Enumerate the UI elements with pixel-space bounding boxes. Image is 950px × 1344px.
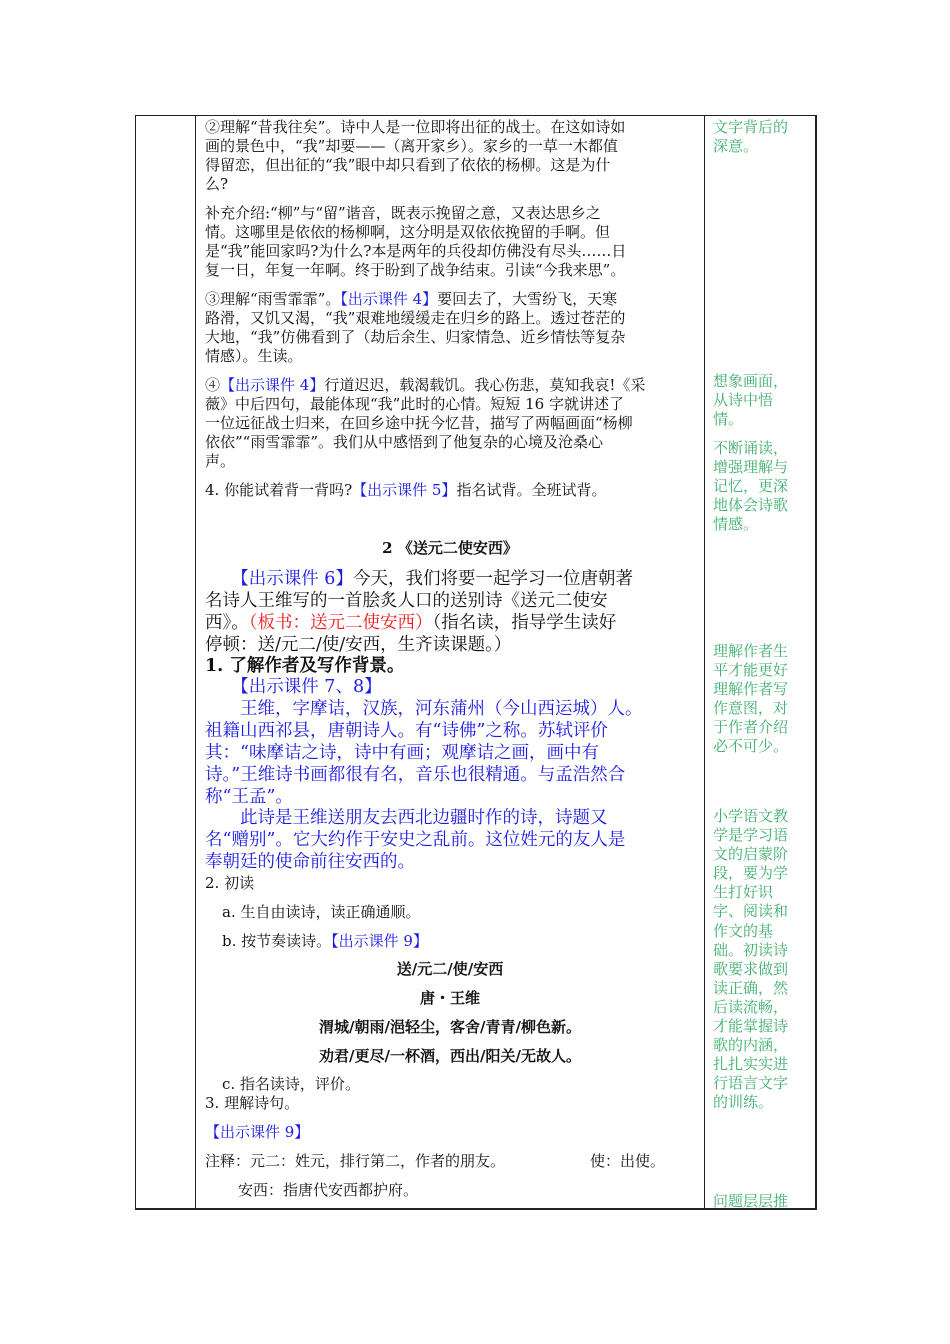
poem-title: 送/元二/使/安西 (396, 960, 504, 978)
text-line: 声。 (205, 452, 236, 470)
courseware-reference: 诗。”王维诗书画都很有名，音乐也很精通。与孟浩然合 (205, 764, 626, 785)
note-deep-meaning (713, 118, 808, 156)
courseware-reference: 【出示课件 9】 (331, 932, 428, 950)
text-line: 文字背后的 (713, 118, 789, 136)
courseware-reference: 王维，字摩诘，汉族，河东蒲州（今山西运城）人。 (205, 698, 643, 719)
text-line (205, 808, 695, 830)
text-line: 从诗中悟 (713, 391, 774, 410)
courseware-reference: 名“赠别”。它大约作于安史之乱前。这位姓元的友人是 (205, 830, 626, 851)
text-line (205, 765, 695, 787)
courseware-reference: 【出示课件 5】 (352, 481, 457, 499)
text-segment: 行道迟迟，载渴载饥。我心伤悲，莫知我哀!《采 (324, 376, 646, 394)
courseware-reference: 【出示课件 7、8】 (205, 677, 382, 697)
table-border-right (815, 115, 817, 1210)
text-segment: 指名试背。全班试背。 (456, 481, 607, 499)
text-line: 学是学习语 (713, 826, 789, 845)
text-segment: 今天，我们将要一起学习一位唐朝著 (352, 569, 633, 589)
annotation-anxi: 安西：指唐代安西都护府。 (238, 1181, 419, 1199)
step1-heading: 1. 了解作者及写作背景。 (205, 656, 405, 676)
text-line (205, 290, 695, 309)
text-segment: 4. 你能试着背一背吗? (205, 481, 353, 499)
text-segment: b. 按节奏读诗。 (222, 932, 332, 950)
text-line: 生打好识 (713, 883, 774, 902)
poem-line-2: 劝君/更尽/一杯酒，西出/阳关/无故人。 (319, 1047, 581, 1065)
text-line: 大地，“我”仿佛看到了（劫后余生、归家情急、近乡情怯等复杂 (205, 328, 626, 346)
note-imagine (713, 372, 808, 429)
step2-a: a. 生自由读诗，读正确通顺。 (222, 903, 421, 921)
text-line: 段，要为学 (713, 864, 789, 883)
text-line: 必不可少。 (713, 737, 789, 756)
text-line (205, 787, 695, 809)
text-line: 后读流畅， (713, 997, 789, 1016)
text-line (205, 699, 695, 721)
text-line: 依依”“雨雪霏霏”。我们从中感悟到了他复杂的心境及沧桑心 (205, 433, 604, 451)
poem-author: 唐・王维 (419, 989, 480, 1007)
text-line (222, 932, 712, 951)
step3-heading: 3. 理解诗句。 (205, 1094, 300, 1112)
text-line: 是“我”能回家吗?为什么?本是两年的兵役却仿佛没有尽头……日 (205, 242, 627, 260)
text-segment: 要回去了，大雪纷飞，天寒 (437, 290, 618, 308)
text-line: 读正确，然 (713, 978, 789, 997)
text-line (205, 481, 695, 500)
text-line: 字、阅读和 (713, 902, 789, 921)
text-line: 问题层层推 (713, 1192, 789, 1210)
column-divider-2 (704, 115, 705, 1210)
text-line: 础。初读诗 (713, 940, 789, 959)
text-line: 小学语文教 (713, 807, 789, 825)
annotation-shi: 使：出使。 (590, 1152, 666, 1170)
text-line: 补充介绍:“柳”与“留”谐音，既表示挽留之意，又表达思乡之 (205, 204, 601, 222)
text-line: 地体会诗歌 (713, 496, 789, 515)
text-line (205, 852, 695, 874)
text-line: ②理解“昔我往矣”。诗中人是一位即将出征的战士。在这如诗如 (205, 118, 626, 136)
text-line (205, 677, 695, 699)
column-divider-1 (195, 115, 196, 1210)
note-first-reading (713, 807, 808, 1113)
text-line (205, 721, 695, 743)
text-segment (205, 569, 240, 589)
text-line: 么? (205, 175, 229, 193)
text-line: 扎扎实实进 (713, 1055, 789, 1074)
section-title: 2 《送元二使安西》 (382, 539, 518, 557)
text-line (205, 376, 695, 395)
text-segment: 西》。 (205, 613, 249, 633)
text-line: 情感。 (713, 515, 759, 534)
courseware-reference: 此诗是王维送朋友去西北边疆时作的诗，诗题又 (205, 808, 608, 829)
paragraph-understand-xiwowangyi (205, 118, 695, 194)
text-line: 情。 (713, 410, 744, 429)
text-line: 深意。 (713, 137, 759, 156)
text-line: 增强理解与 (713, 458, 789, 477)
text-line: 想象画面， (713, 372, 789, 390)
text-line (205, 568, 695, 590)
text-line (205, 830, 695, 852)
text-segment: ③理解“雨雪霏霏”。 (205, 290, 341, 308)
courseware-reference: 【出示课件 6】 (240, 569, 353, 589)
text-line: 理解作者写 (713, 680, 789, 699)
courseware-reference: 祖籍山西祁县，唐朝诗人。有“诗佛”之称。苏轼评价 (205, 720, 608, 741)
text-line: 作意图，对 (713, 699, 789, 718)
text-line: 画的景色中，“我”却要——（离开家乡）。家乡的一草一木都值 (205, 137, 618, 155)
paragraph-understand-yuxuefeifei (205, 290, 695, 366)
courseware-reference: 奉朝廷的使命前往安西的。 (205, 852, 415, 873)
courseware-reference: 称“王孟”。 (205, 786, 293, 807)
text-line: 不断诵读， (713, 439, 789, 457)
courseware-reference: 其：“味摩诘之诗，诗中有画；观摩诘之画，画中有 (205, 742, 599, 763)
text-line: 薇》中后四句，最能体现“我”此时的心情。短短 16 字就讲述了 (205, 395, 624, 413)
text-line: 情。这哪里是依依的杨柳啊，这分明是双依依挽留的手啊。但 (205, 223, 611, 241)
blackboard-note: （板书：送元二使安西） (248, 613, 433, 633)
paragraph-step4 (205, 376, 695, 471)
table-border-top (135, 115, 816, 116)
text-line: 理解作者生 (713, 642, 789, 660)
courseware-reference: 【出示课件 4】 (340, 290, 438, 308)
table-border-left (135, 115, 136, 1210)
text-line: 情感）。生读。 (205, 347, 303, 365)
text-line: 行语言文字 (713, 1074, 789, 1093)
text-line: 的训练。 (713, 1093, 774, 1112)
paragraph-recite (205, 481, 695, 500)
step2-c: c. 指名读诗，评价。 (222, 1075, 360, 1093)
poem-line-1: 渭城/朝雨/浥轻尘，客舍/青青/柳色新。 (319, 1018, 581, 1036)
text-segment: ④ (205, 376, 221, 394)
text-line: 歌要求做到 (713, 959, 789, 978)
text-line (205, 612, 695, 634)
text-line: 得留恋，但出征的“我”眼中却只看到了依依的杨柳。这是为什 (205, 156, 611, 174)
step3-courseware: 【出示课件 9】 (205, 1123, 310, 1141)
text-line: 记忆，更深 (713, 477, 789, 496)
text-line: 作文的基 (713, 921, 774, 940)
step2-heading: 2. 初读 (205, 874, 255, 892)
paragraph-author-background (205, 677, 695, 874)
text-line: 路滑，又饥又渴，“我”艰难地缓缓走在归乡的路上。透过苍茫的 (205, 309, 626, 327)
text-line (205, 743, 695, 765)
text-line: 停顿：送/元二/使/安西，生齐读课题。） (205, 635, 512, 655)
text-line: 才能掌握诗 (713, 1017, 789, 1036)
text-line: 于作者介绍 (713, 718, 789, 737)
paragraph-supplement (205, 204, 695, 280)
text-line: 文的启蒙阶 (713, 845, 789, 864)
text-segment: （指名读，指导学生读好 (432, 613, 617, 633)
annotation-yuaner: 注释：元二：姓元，排行第二，作者的朋友。 (205, 1152, 506, 1170)
text-line: 歌的内涵， (713, 1036, 789, 1055)
note-recite (713, 439, 808, 534)
text-line: 一位远征战士归来，在回乡途中抚今忆昔，描写了两幅画面“杨柳 (205, 414, 633, 432)
text-line: 平才能更好 (713, 661, 789, 680)
note-questions (713, 1192, 808, 1211)
text-line: 名诗人王维写的一首脍炙人口的送别诗《送元二使安 (205, 591, 608, 611)
note-author (713, 642, 808, 757)
paragraph-intro (205, 568, 695, 656)
courseware-reference: 【出示课件 4】 (220, 376, 325, 394)
text-line: 复一日，年复一年啊。终于盼到了战争结束。引读“今我来思”。 (205, 261, 626, 279)
step2-b (222, 932, 712, 951)
